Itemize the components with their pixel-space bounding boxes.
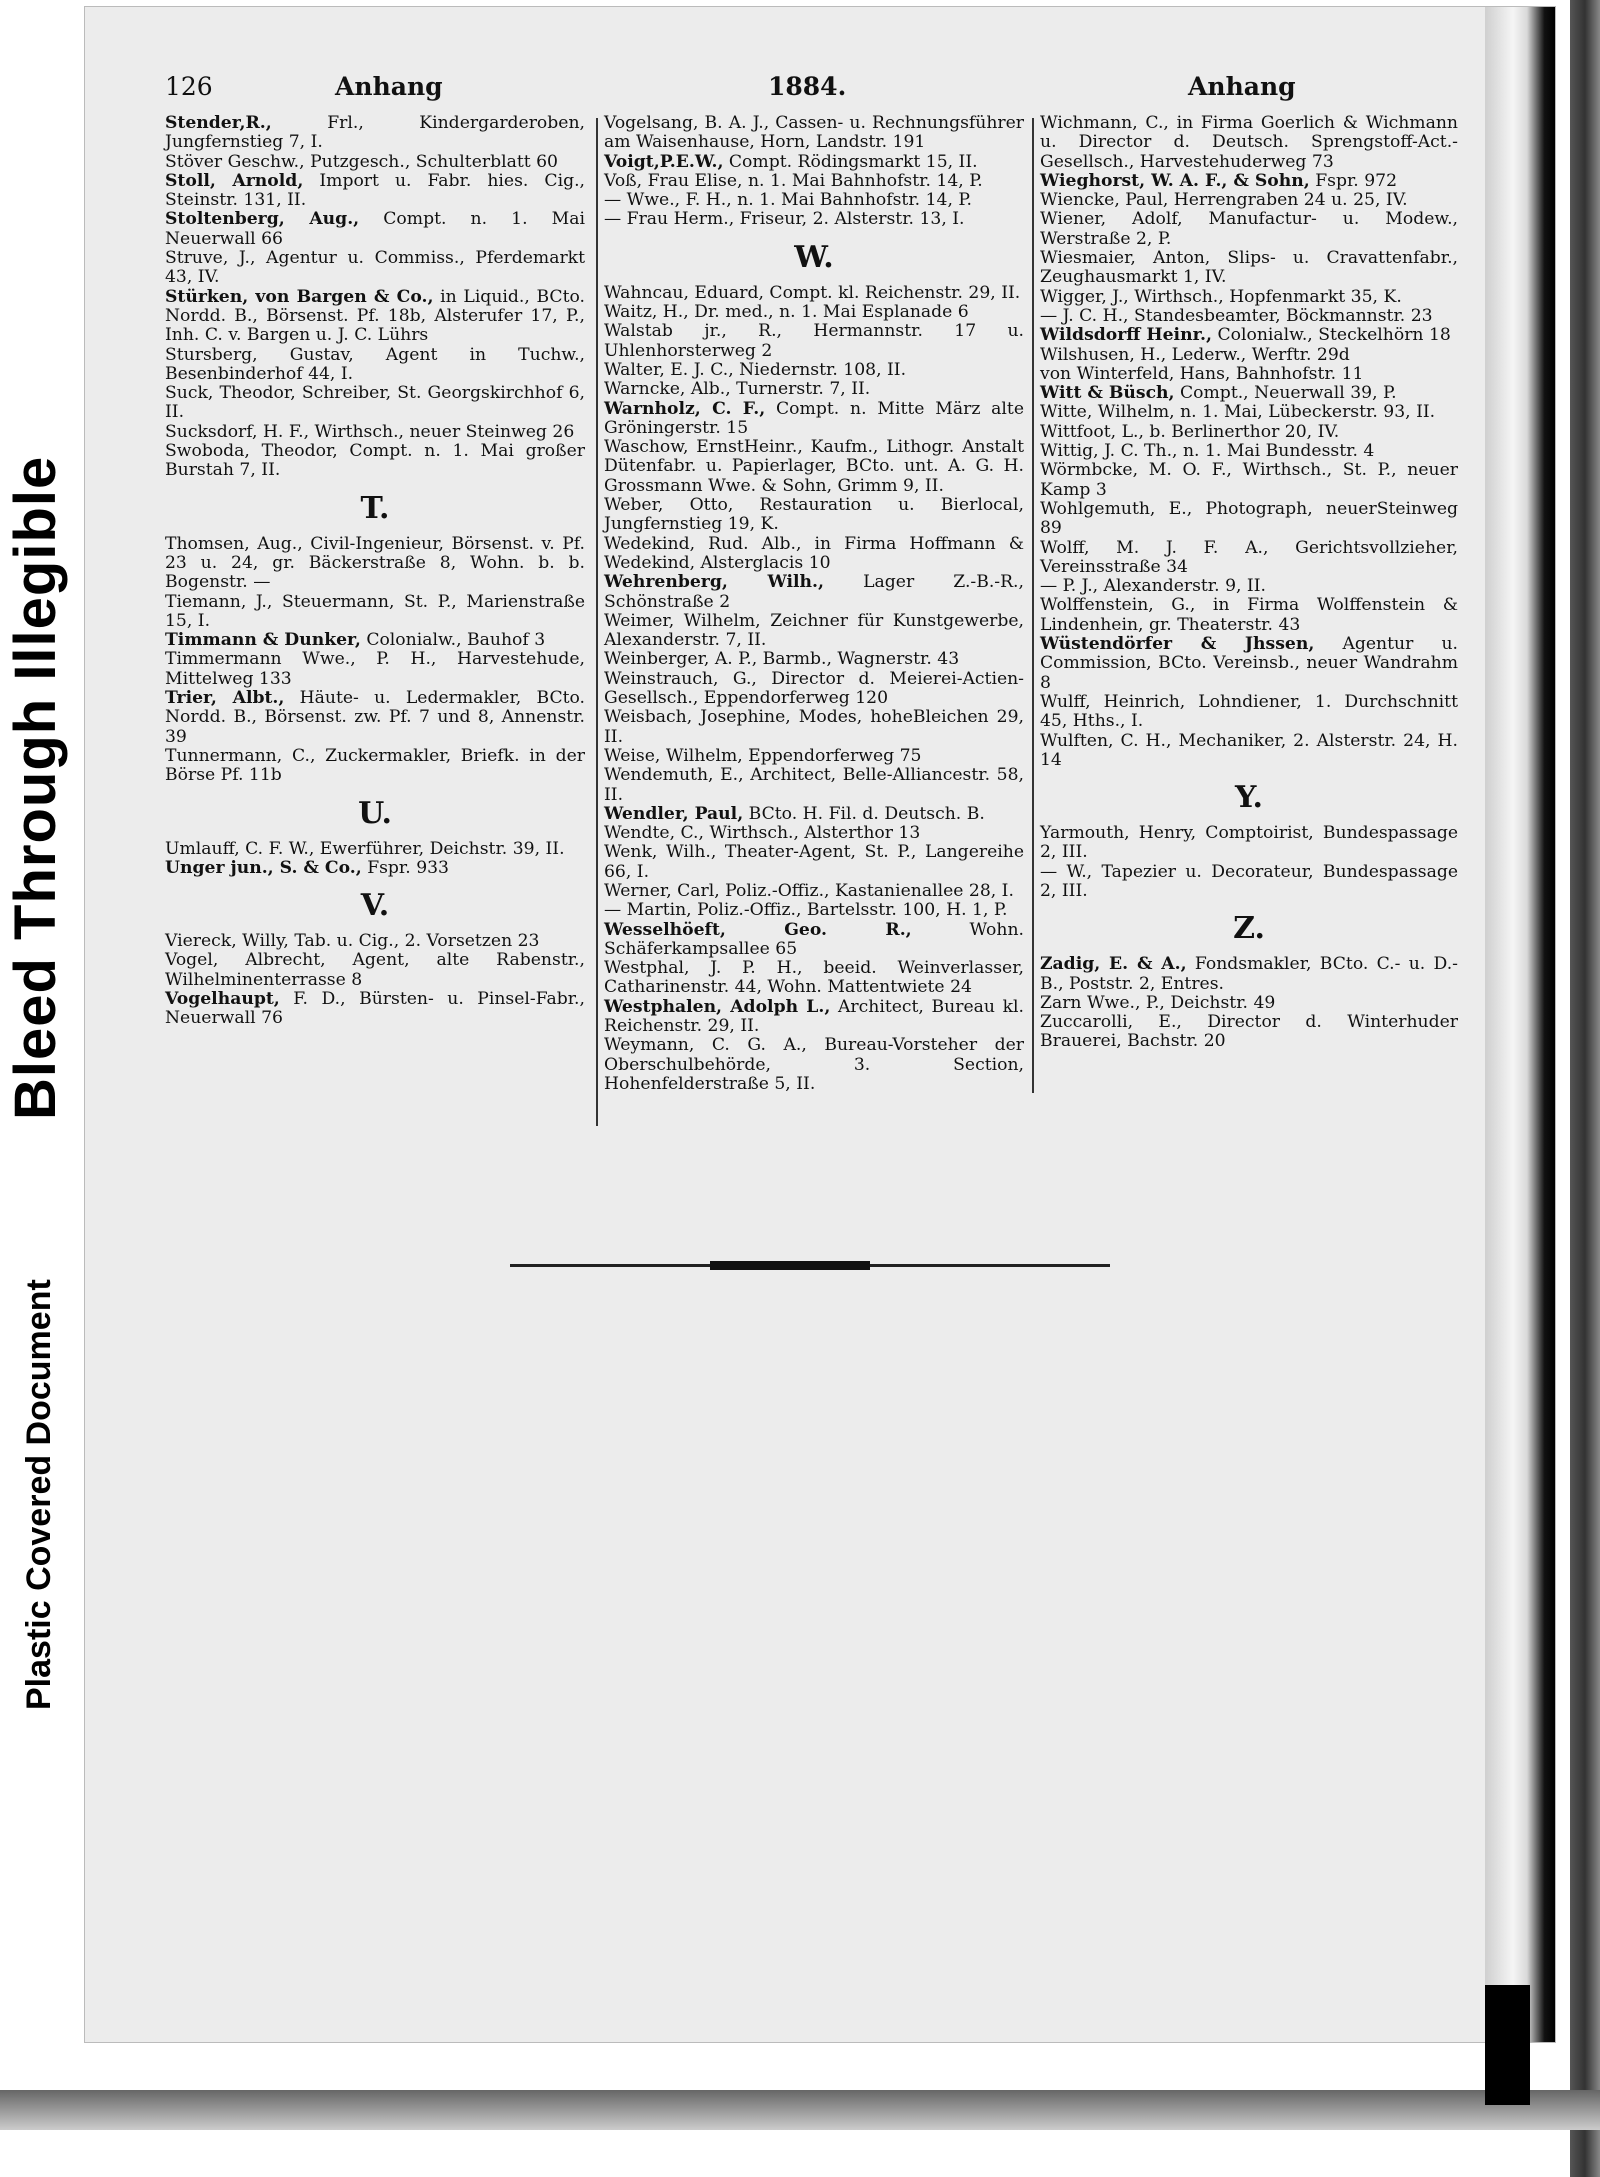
entry-text: Wendte, C., Wirthsch., Alsterthor 13 [604, 823, 921, 844]
directory-entry [604, 172, 1024, 191]
left-running-title: Anhang [335, 72, 443, 101]
entry-text: Yarmouth, Henry, Comptoirist, Bundespassage 2, III. [1040, 823, 1458, 863]
directory-entry [1040, 442, 1458, 461]
entry-name: Wildsdorff Heinr., [1040, 325, 1213, 346]
directory-entry [1040, 288, 1458, 307]
directory-entry [1040, 307, 1458, 326]
directory-entry [604, 670, 1024, 709]
entry-text: Vogelsang, B. A. J., Cassen- u. Rechnungsführer am Waisenhause, Horn, Landstr. 191 [604, 113, 1024, 153]
entry-name: Wendler, Paul, [604, 803, 744, 824]
directory-entry [165, 384, 585, 423]
entry-text: Wittig, J. C. Th., n. 1. Mai Bundesstr. 4 [1040, 441, 1375, 462]
entry-text: Häute- u. Ledermakler, BCto. Nordd. B., Börsenst. zw. Pf. 7 und 8, Annenstr. 39 [165, 688, 586, 747]
entry-name: Timmann & Dunker, [165, 630, 361, 651]
directory-entry [604, 921, 1024, 960]
entry-text: Viereck, Willy, Tab. u. Cig., 2. Vorsetzen 23 [165, 931, 540, 952]
section-letter: V. [360, 888, 390, 924]
directory-entry [604, 612, 1024, 651]
entry-text: Wedekind, Rud. Alb., in Firma Hoffmann & Wedekind, Alsterglacis 10 [604, 533, 1024, 573]
entry-name: Vogelhaupt, [165, 988, 280, 1009]
column-divider-2 [1032, 118, 1034, 1093]
entry-text: Timmermann Wwe., P. H., Harvestehude, Mittelweg 133 [165, 649, 585, 689]
entry-text: Struve, J., Agentur u. Commiss., Pferdemarkt 43, IV. [165, 248, 585, 288]
directory-entry [1040, 577, 1458, 596]
directory-entry [604, 153, 1024, 172]
entry-text: Vogel, Albrecht, Agent, alte Rabenstr., Wilhelminenterrasse 8 [165, 950, 585, 990]
side-margin [0, 0, 80, 2177]
directory-entry [1040, 346, 1458, 365]
entry-name: Voigt,P.E.W., [604, 151, 724, 172]
directory-entry [165, 172, 585, 211]
entry-text: Wilshusen, H., Lederw., Werftr. 29d [1040, 344, 1350, 365]
entry-name: Wieghorst, W. A. F., & Sohn, [1040, 170, 1310, 191]
directory-entry [1040, 384, 1458, 403]
entry-text: Stursberg, Gustav, Agent in Tuchw., Besenbinderhof 44, I. [165, 344, 585, 384]
section-letter: T. [360, 490, 390, 526]
entry-text: Stöver Geschw., Putzgesch., Schulterblatt 60 [165, 151, 558, 172]
directory-entry [604, 573, 1024, 612]
scan-edge-strip [1570, 0, 1600, 2177]
directory-entry [604, 959, 1024, 998]
entry-text: Frl., Kindergarderoben, Jungfernstieg 7, I. [165, 113, 585, 153]
directory-entry [1040, 249, 1458, 288]
directory-entry [165, 951, 585, 990]
directory-entry [165, 442, 585, 481]
directory-entry [1040, 732, 1458, 771]
entry-text: Thomsen, Aug., Civil-Ingenieur, Börsenst. v. Pf. 23 u. 24, gr. Bäckerstraße 8, Wohn. b. b. Bogenstr. — [165, 533, 585, 593]
entry-text: Import u. Fabr. hies. Cig., Steinstr. 131, II. [165, 170, 586, 211]
page-right-edge [1485, 7, 1555, 2042]
directory-entry [604, 361, 1024, 380]
entry-text: Wörmbcke, M. O. F., Wirthsch., St. P., neuer Kamp 3 [1040, 460, 1458, 500]
entry-text: Compt. n. 1. Mai Neuerwall 66 [165, 209, 586, 249]
directory-entry [165, 535, 585, 593]
entry-text: — P. J., Alexanderstr. 9, II. [1040, 576, 1266, 597]
year-heading: 1884. [768, 72, 847, 101]
entry-text: Weymann, C. G. A., Bureau-Vorsteher der Oberschulbehörde, 3. Section, Hohenfelderstraße 5, II. [604, 1035, 1024, 1094]
entry-text: Wittfoot, L., b. Berlinerthor 20, IV. [1040, 421, 1340, 442]
entry-text: Fspr. 972 [1315, 170, 1398, 191]
section-letter: Y. [1235, 780, 1263, 816]
entry-text: Wiencke, Paul, Herrengraben 24 u. 25, IV. [1040, 190, 1408, 211]
entry-text: Architect, Bureau kl. Reichenstr. 29, II. [604, 996, 1024, 1037]
directory-entry [165, 990, 585, 1029]
directory-entry [604, 535, 1024, 574]
directory-entry [165, 423, 585, 442]
directory-entry [165, 840, 585, 859]
entry-text: Wahncau, Eduard, Compt. kl. Reichenstr. 29, II. [604, 282, 1021, 303]
directory-entry [604, 998, 1024, 1037]
entry-name: Westphalen, Adolph L., [604, 996, 831, 1017]
entry-text: Walter, E. J. C., Niedernstr. 108, II. [604, 359, 907, 380]
directory-entry [1040, 191, 1458, 210]
entry-name: Stoltenberg, Aug., [165, 209, 360, 230]
entry-text: in Liquid., BCto. Nordd. B., Börsenst. Pf. 18b, Alsterufer 17, P., Inh. C. v. Bargen u. J. C. Lührs [165, 286, 586, 346]
entry-text: Wichmann, C., in Firma Goerlich & Wichmann u. Director d. Deutsch. Sprengstoff-Act.-Gesellsch., Harvestehuderweg 73 [1040, 113, 1458, 172]
entry-text: Agentur u. Commission, BCto. Vereinsb., neuer Wandrahm 8 [1040, 634, 1458, 693]
directory-entry [604, 882, 1024, 901]
directory-entry [604, 210, 1024, 229]
directory-entry [1040, 423, 1458, 442]
entry-text: Wulff, Heinrich, Lohndiener, 1. Durchschnitt 45, Hths., I. [1040, 691, 1458, 732]
directory-entry [604, 303, 1024, 322]
entry-name: Zadig, E. & A., [1040, 954, 1187, 975]
bleed-through-label: Bleed Through Illegible [3, 455, 68, 1120]
directory-entry [604, 901, 1024, 920]
directory-entry [604, 824, 1024, 843]
entry-text: Weinberger, A. P., Barmb., Wagnerstr. 43 [604, 649, 960, 670]
directory-entry [1040, 172, 1458, 191]
entry-text: Wohn. Schäferkampsallee 65 [604, 919, 1024, 959]
entry-text: — Frau Herm., Friseur, 2. Alsterstr. 13, I. [604, 209, 965, 230]
entry-text: — W., Tapezier u. Decorateur, Bundespassage 2, III. [1040, 861, 1458, 901]
directory-entry [604, 496, 1024, 535]
directory-entry [604, 284, 1024, 303]
entry-text: Werner, Carl, Poliz.-Offiz., Kastanienallee 28, I. [604, 880, 1014, 901]
entry-name: Stürken, von Bargen & Co., [165, 286, 434, 307]
directory-entry [1040, 596, 1458, 635]
directory-entry [1040, 114, 1458, 172]
entry-text: Zuccarolli, E., Director d. Winterhuder Brauerei, Bachstr. 20 [1040, 1012, 1458, 1052]
entry-text: — Wwe., F. H., n. 1. Mai Bahnhofstr. 14, P. [604, 190, 972, 211]
directory-entry [165, 249, 585, 288]
column-divider-1 [596, 118, 598, 1126]
entry-text: Waschow, ErnstHeinr., Kaufm., Lithogr. Anstalt Dütenfabr. u. Papierlager, BCto. unt. A. G. H. Grossmann Wwe. & Sohn, Grimm 9, II. [604, 437, 1024, 496]
directory-entry [165, 932, 585, 951]
entry-text: Weinstrauch, G., Director d. Meierei-Actien-Gesellsch., Eppendorferweg 120 [604, 668, 1024, 709]
entry-text: — J. C. H., Standesbeamter, Böckmannstr. 23 [1040, 305, 1433, 326]
directory-entry [604, 1036, 1024, 1094]
entry-text: Fspr. 933 [367, 857, 449, 878]
directory-entry [165, 747, 585, 786]
entry-text: — Martin, Poliz.-Offiz., Bartelsstr. 100, H. 1, P. [604, 900, 1008, 921]
entry-text: BCto. H. Fil. d. Deutsch. B. [748, 803, 985, 824]
entry-text: Wiesmaier, Anton, Slips- u. Cravattenfabr., Zeughausmarkt 1, IV. [1040, 248, 1458, 288]
entry-name: Trier, Albt., [165, 688, 285, 709]
entry-name: Warnholz, C. F., [604, 398, 766, 419]
directory-entry [604, 114, 1024, 153]
directory-entry [604, 708, 1024, 747]
directory-entry [1040, 539, 1458, 578]
directory-entry [1040, 403, 1458, 422]
entry-name: Wehrenberg, Wilh., [604, 572, 824, 593]
directory-entry [165, 346, 585, 385]
directory-entry [1040, 365, 1458, 384]
directory-entry [604, 843, 1024, 882]
page-number: 126 [165, 72, 213, 101]
directory-entry [604, 191, 1024, 210]
directory-entry [604, 380, 1024, 399]
entry-name: Stender,R., [165, 113, 272, 133]
entry-text: Compt. Rödingsmarkt 15, II. [728, 151, 978, 172]
entry-text: Weimer, Wilhelm, Zeichner für Kunstgewerbe, Alexanderstr. 7, II. [604, 610, 1024, 651]
entry-text: Westphal, J. P. H., beeid. Weinverlasser, Catharinenstr. 44, Wohn. Mattentwiete 24 [604, 958, 1024, 998]
directory-entry [1040, 1013, 1458, 1052]
directory-entry [1040, 955, 1458, 994]
entry-text: Swoboda, Theodor, Compt. n. 1. Mai großer Burstah 7, II. [165, 441, 585, 481]
entry-text: Colonialw., Steckelhörn 18 [1217, 325, 1451, 346]
directory-entry [165, 650, 585, 689]
entry-text: Colonialw., Bauhof 3 [366, 630, 546, 651]
directory-entry [1040, 635, 1458, 693]
scan-bottom-band [0, 2090, 1600, 2130]
entry-text: Wiener, Adolf, Manufactur- u. Modew., Werstraße 2, P. [1040, 209, 1458, 249]
entry-text: Walstab jr., R., Hermannstr. 17 u. Uhlenhorsterweg 2 [604, 321, 1024, 361]
column-1 [165, 114, 585, 1029]
directory-entry [165, 210, 585, 249]
entry-text: Wohlgemuth, E., Photograph, neuerSteinweg 89 [1040, 498, 1458, 539]
directory-entry [165, 153, 585, 172]
directory-entry [604, 650, 1024, 669]
directory-entry [604, 322, 1024, 361]
entry-text: Weisbach, Josephine, Modes, hoheBleichen 29, II. [604, 707, 1024, 747]
binding-shadow [1485, 1985, 1530, 2105]
directory-entry [604, 747, 1024, 766]
entry-text: Tunnermann, C., Zuckermakler, Briefk. in der Börse Pf. 11b [165, 745, 585, 786]
right-running-title: Anhang [1188, 72, 1296, 101]
entry-text: von Winterfeld, Hans, Bahnhofstr. 11 [1040, 363, 1364, 384]
directory-entry [604, 805, 1024, 824]
entry-text: Wulften, C. H., Mechaniker, 2. Alsterstr. 24, H. 14 [1040, 730, 1458, 770]
directory-entry [1040, 326, 1458, 345]
entry-text: Weber, Otto, Restauration u. Bierlocal, Jungfernstieg 19, K. [604, 495, 1024, 535]
entry-text: Waitz, H., Dr. med., n. 1. Mai Esplanade 6 [604, 302, 969, 323]
directory-entry [1040, 210, 1458, 249]
entry-text: Suck, Theodor, Schreiber, St. Georgskirchhof 6, II. [165, 383, 585, 423]
directory-entry [1040, 500, 1458, 539]
entry-name: Witt & Büsch, [1040, 383, 1175, 404]
entry-name: Wesselhöeft, Geo. R., [604, 919, 912, 940]
directory-entry [165, 859, 585, 878]
directory-entry [165, 593, 585, 632]
directory-entry [1040, 693, 1458, 732]
directory-entry [604, 400, 1024, 439]
entry-text: Wolffenstein, G., in Firma Wolffenstein & Lindenhein, gr. Theaterstr. 43 [1040, 595, 1458, 635]
entry-name: Unger jun., S. & Co., [165, 857, 362, 878]
entry-text: Umlauff, C. F. W., Ewerführer, Deichstr. 39, II. [165, 838, 565, 859]
column-3 [1040, 114, 1458, 1052]
directory-entry [604, 438, 1024, 496]
entry-text: Compt., Neuerwall 39, P. [1180, 383, 1397, 404]
entry-text: Compt. n. Mitte März alte Gröningerstr. 15 [604, 398, 1025, 438]
entry-text: Wendemuth, E., Architect, Belle-Alliancestr. 58, II. [604, 765, 1024, 805]
entry-text: Sucksdorf, H. F., Wirthsch., neuer Steinweg 26 [165, 421, 575, 442]
directory-entry [165, 689, 585, 747]
directory-entry [1040, 461, 1458, 500]
entry-text: Lager Z.-B.-R., Schönstraße 2 [604, 572, 1024, 612]
entry-text: Wolff, M. J. F. A., Gerichtsvollzieher, Vereinsstraße 34 [1040, 537, 1458, 577]
section-letter: Z. [1233, 911, 1265, 947]
directory-entry [604, 766, 1024, 805]
directory-entry [1040, 863, 1458, 902]
entry-text: F. D., Bürsten- u. Pinsel-Fabr., Neuerwall 76 [165, 988, 585, 1029]
directory-entry [165, 114, 585, 153]
entry-text: Warncke, Alb., Turnerstr. 7, II. [604, 379, 871, 400]
entry-text: Fondsmakler, BCto. C.- u. D.-B., Poststr. 2, Entres. [1040, 954, 1458, 994]
entry-text: Wigger, J., Wirthsch., Hopfenmarkt 35, K. [1040, 286, 1402, 307]
directory-entry [1040, 994, 1458, 1013]
directory-entry [1040, 824, 1458, 863]
directory-entry [165, 288, 585, 346]
directory-entry [165, 631, 585, 650]
column-2 [604, 114, 1024, 1094]
entry-text: Weise, Wilhelm, Eppendorferweg 75 [604, 745, 922, 766]
plastic-covered-label: Plastic Covered Document [20, 1279, 58, 1710]
entry-text: Voß, Frau Elise, n. 1. Mai Bahnhofstr. 14, P. [604, 170, 983, 191]
section-letter: W. [794, 239, 834, 275]
entry-text: Tiemann, J., Steuermann, St. P., Marienstraße 15, I. [165, 591, 585, 631]
section-letter: U. [358, 795, 392, 831]
entry-name: Wüstendörfer & Jhssen, [1040, 634, 1315, 655]
entry-text: Wenk, Wilh., Theater-Agent, St. P., Langereihe 66, I. [604, 842, 1024, 882]
entry-text: Zarn Wwe., P., Deichstr. 49 [1040, 992, 1276, 1013]
entry-text: Witte, Wilhelm, n. 1. Mai, Lübeckerstr. 93, II. [1040, 402, 1436, 423]
end-rule-ornament [710, 1261, 870, 1270]
entry-name: Stoll, Arnold, [165, 170, 304, 191]
